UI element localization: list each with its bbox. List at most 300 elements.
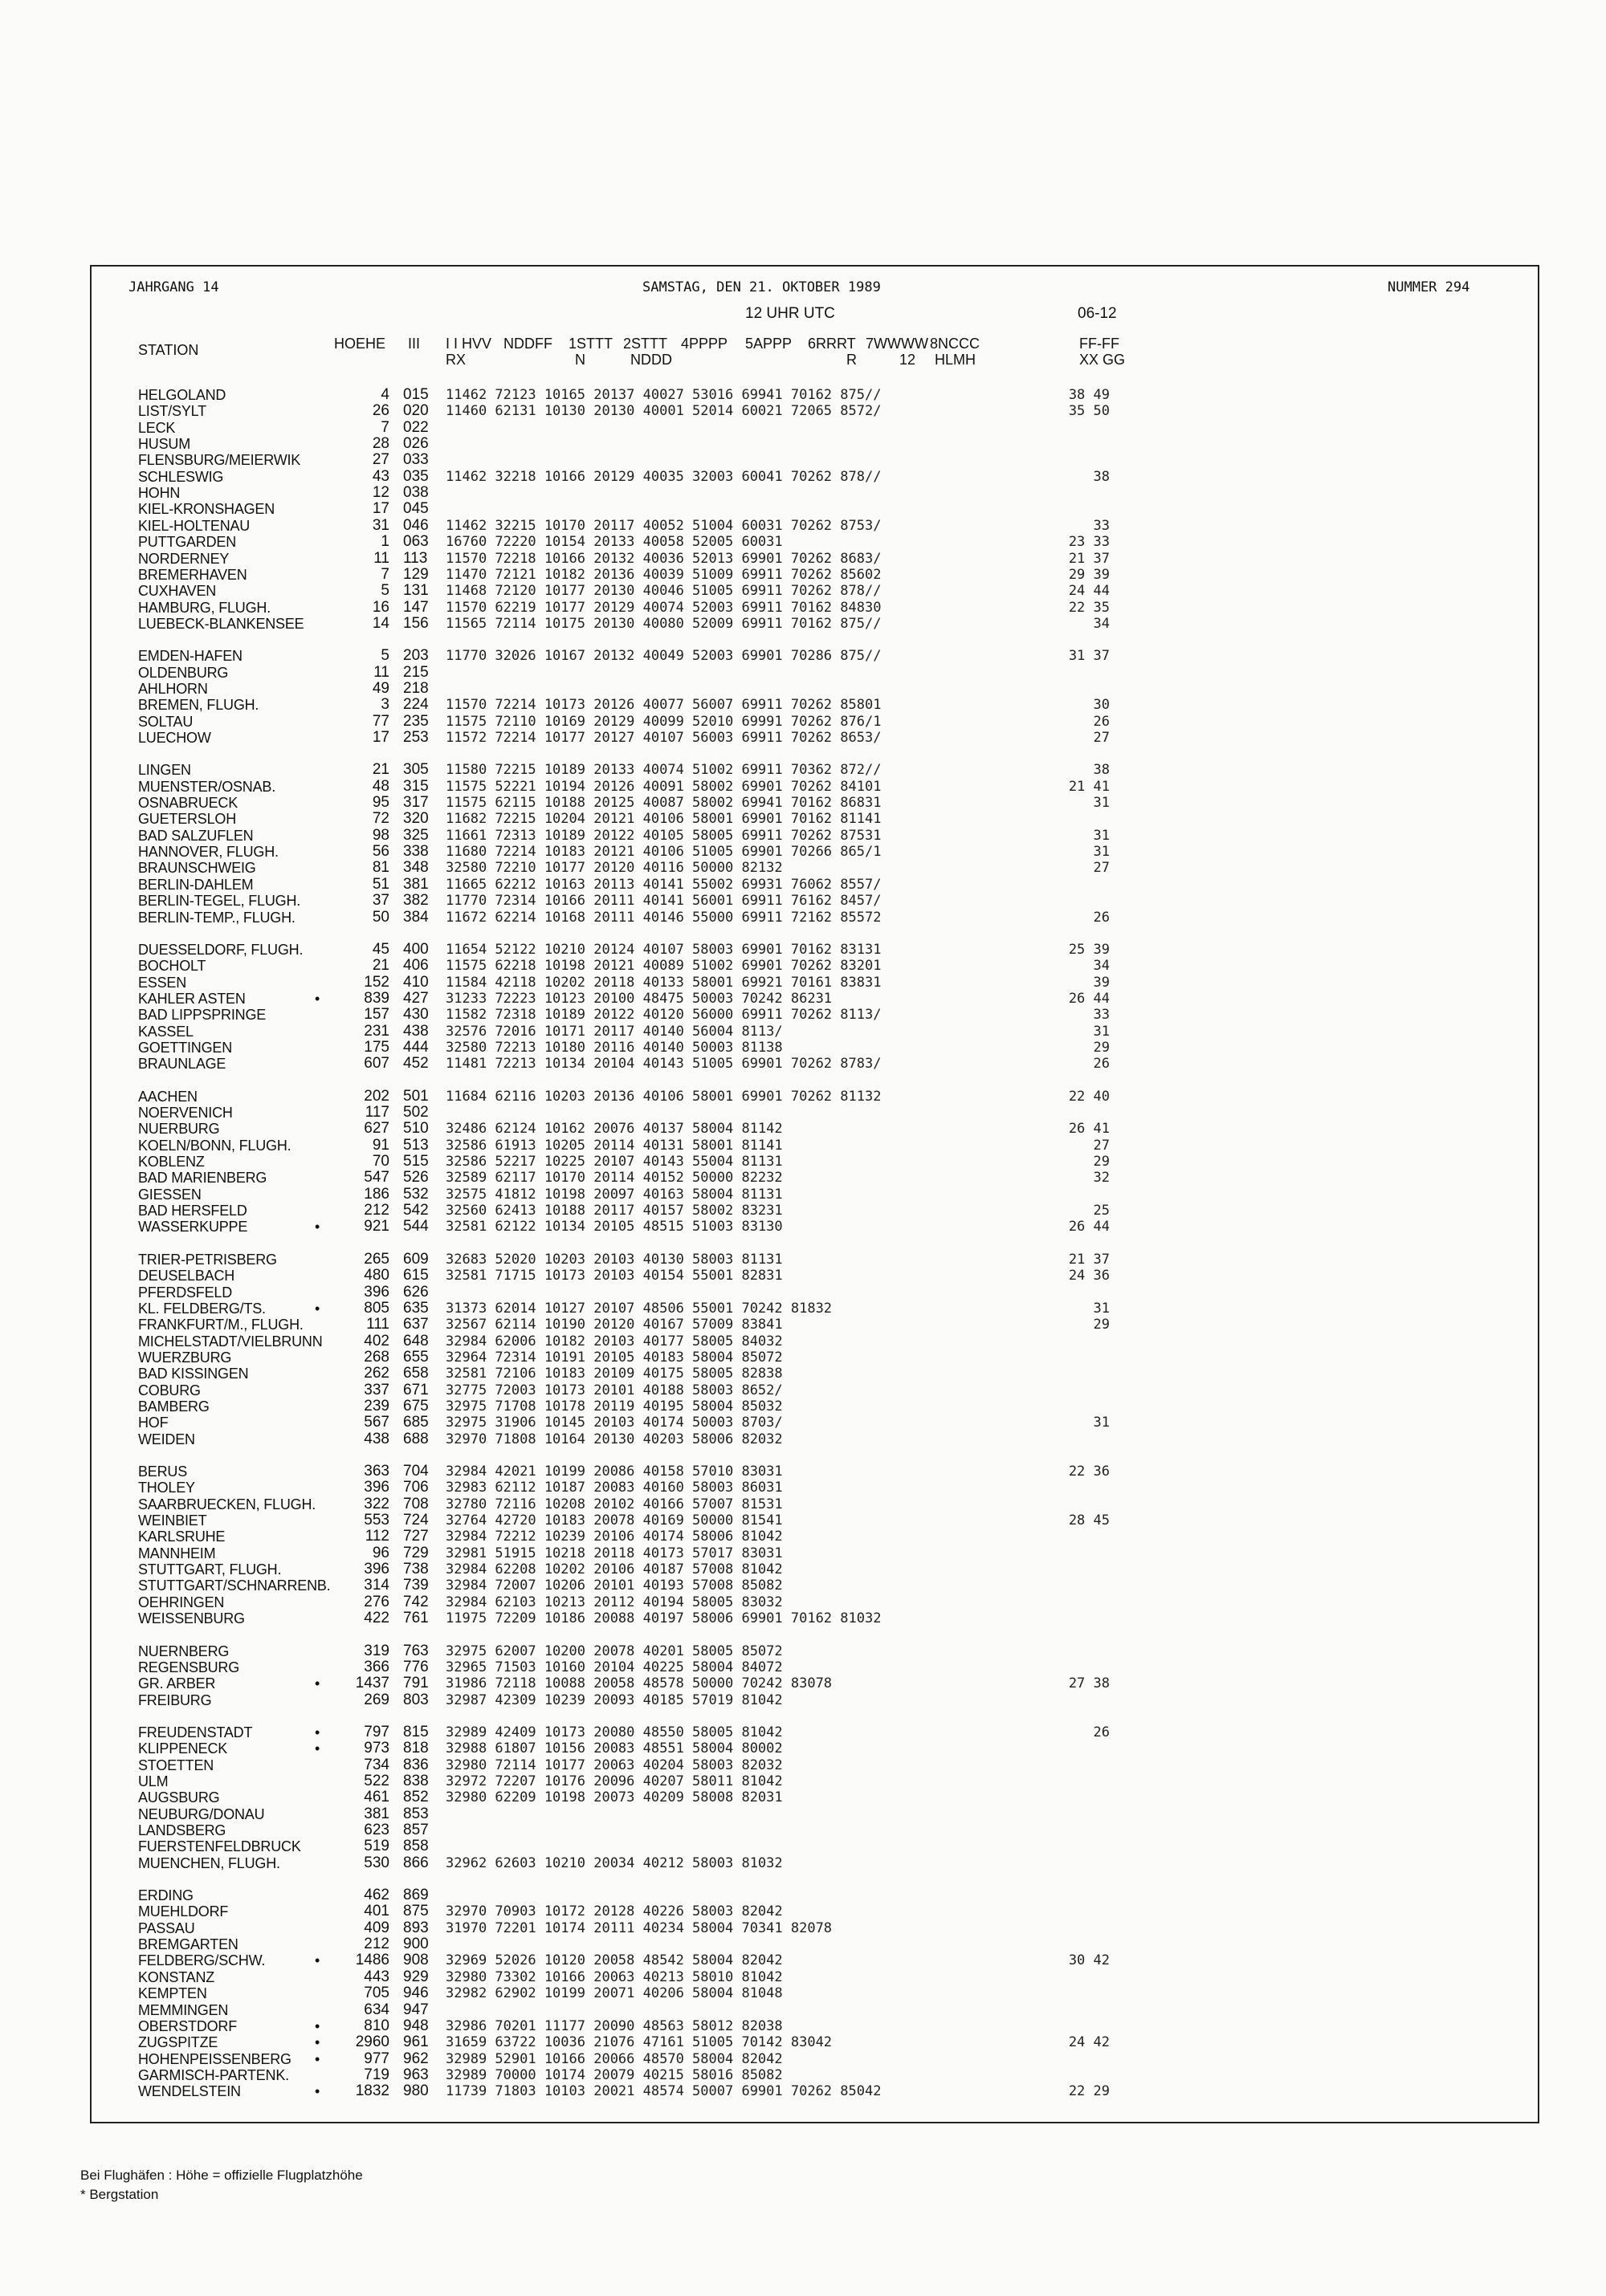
table-row	[0, 1545, 1606, 1561]
wind-gust-groups: 26 44	[1068, 1219, 1110, 1236]
station-id: 438	[403, 1022, 429, 1040]
wind-gust-groups: 21 41	[1068, 778, 1110, 795]
wind-gust-groups: 22 29	[1068, 2083, 1110, 2100]
observation-groups: 11672 62214 10168 20111 40146 55000 69911 72162 85572	[446, 909, 882, 926]
table-row	[0, 403, 1606, 419]
station-id: 818	[403, 1740, 429, 1757]
station-id: 858	[403, 1838, 429, 1855]
station-name: PFERDSFELD	[138, 1284, 233, 1301]
station-height: 31	[372, 516, 389, 534]
table-row	[0, 1936, 1606, 1952]
station-height: 1486	[355, 1952, 389, 1969]
station-height: 43	[372, 467, 389, 485]
station-name: FREUDENSTADT	[138, 1724, 253, 1740]
station-height: 409	[364, 1919, 389, 1936]
station-name: ULM	[138, 1773, 169, 1789]
table-row	[0, 910, 1606, 926]
table-row	[0, 1887, 1606, 1903]
table-row	[0, 1480, 1606, 1496]
table-row	[0, 1463, 1606, 1480]
table-row	[0, 1952, 1606, 1968]
station-height: 202	[364, 1087, 389, 1105]
table-row	[0, 1855, 1606, 1871]
table-row	[0, 1089, 1606, 1105]
station-height: 81	[372, 859, 389, 877]
station-id: 046	[403, 516, 429, 534]
station-name: GARMISCH-PARTENK.	[138, 2066, 289, 2083]
observation-groups: 32988 61807 10156 20083 48551 58004 80002	[446, 1740, 783, 1757]
station-id: 980	[403, 2082, 429, 2100]
station-height: 480	[364, 1267, 389, 1284]
station-height: 17	[372, 500, 389, 518]
table-row	[0, 714, 1606, 730]
station-name: FUERSTENFELDBRUCK	[138, 1838, 301, 1855]
wind-gust-groups: 27	[1093, 860, 1110, 877]
observation-groups: 32980 73302 10166 20063 40213 58010 81042	[446, 1968, 783, 1985]
station-height: 72	[372, 810, 389, 828]
station-id: 038	[403, 484, 429, 502]
table-row	[0, 1920, 1606, 1936]
station-id: 727	[403, 1528, 429, 1545]
observation-groups: 31986 72118 10088 20058 48578 50000 70242 83078	[446, 1675, 833, 1692]
station-height: 269	[364, 1691, 389, 1708]
station-name: BERLIN-TEMP., FLUGH.	[138, 909, 296, 926]
wind-gust-groups: 26	[1093, 1724, 1110, 1740]
wind-gust-groups: 29	[1093, 1039, 1110, 1056]
station-id: 946	[403, 1985, 429, 2002]
station-height: 157	[364, 1006, 389, 1024]
table-row	[0, 1105, 1606, 1121]
wind-gust-groups: 31	[1093, 1023, 1110, 1040]
observation-groups: 11572 72214 10177 20127 40107 56003 69911 70262 8653/	[446, 730, 882, 746]
station-name: OLDENBURG	[138, 664, 229, 681]
station-height: 522	[364, 1772, 389, 1789]
station-id: 026	[403, 435, 429, 453]
observation-groups: 32989 52901 10166 20066 48570 58004 82042	[446, 2050, 783, 2067]
station-height: 553	[364, 1512, 389, 1529]
table-row	[0, 1333, 1606, 1350]
table-row	[0, 1415, 1606, 1431]
station-id: 063	[403, 533, 429, 551]
station-height: 401	[364, 1903, 389, 1920]
station-name: ERDING	[138, 1887, 194, 1904]
station-name: BRAUNSCHWEIG	[138, 860, 256, 877]
station-name: LINGEN	[138, 762, 191, 779]
station-id: 671	[403, 1381, 429, 1398]
observation-groups: 11462 32218 10166 20129 40035 32003 60041 70262 878//	[446, 468, 882, 485]
station-id: 320	[403, 810, 429, 828]
table-row	[0, 991, 1606, 1007]
table-row	[0, 975, 1606, 991]
station-id: 542	[403, 1202, 429, 1219]
observation-groups: 11680 72214 10183 20121 40106 51005 69901 70266 865/1	[446, 844, 882, 861]
mountain-marker: •	[315, 2050, 320, 2067]
station-height: 27	[372, 451, 389, 469]
station-id: 325	[403, 826, 429, 844]
station-height: 28	[372, 435, 389, 453]
volume-label: JAHRGANG 14	[128, 279, 219, 295]
station-id: 739	[403, 1577, 429, 1594]
table-row	[0, 1659, 1606, 1675]
station-id: 113	[403, 549, 428, 567]
observation-groups: 32575 41812 10198 20097 40163 58004 81131	[446, 1186, 783, 1203]
observation-groups: 32981 51915 10218 20118 40173 57017 83031	[446, 1545, 783, 1561]
station-id: 515	[403, 1153, 429, 1170]
station-name: DUESSELDORF, FLUGH.	[138, 941, 304, 958]
station-id: 626	[403, 1283, 429, 1301]
station-height: 381	[364, 1805, 389, 1822]
observation-groups: 32589 62117 10170 20114 40152 50000 82232	[446, 1170, 783, 1187]
table-row	[0, 1724, 1606, 1740]
observation-groups: 32965 71503 10160 20104 40225 58004 84072	[446, 1659, 783, 1675]
station-id: 615	[403, 1267, 429, 1284]
station-height: 1832	[355, 2082, 389, 2100]
table-row	[0, 942, 1606, 958]
station-height: 77	[372, 712, 389, 730]
table-row	[0, 1577, 1606, 1594]
col-1sttt: 1STTT	[569, 336, 613, 352]
table-row	[0, 1024, 1606, 1040]
station-name: OBERSTDORF	[138, 2017, 238, 2034]
station-height: 438	[364, 1430, 389, 1447]
col-station: STATION	[138, 342, 199, 358]
table-row	[0, 1740, 1606, 1757]
station-height: 265	[364, 1250, 389, 1268]
observation-groups: 32964 72314 10191 20105 40183 58004 85072	[446, 1349, 783, 1366]
station-height: 14	[372, 614, 389, 632]
station-name: STOETTEN	[138, 1757, 214, 1773]
observation-groups: 32969 52026 10120 20058 48542 58004 82042	[446, 1952, 783, 1969]
observation-groups: 32989 42409 10173 20080 48550 58005 81042	[446, 1724, 783, 1740]
table-row	[0, 1822, 1606, 1838]
table-row	[0, 1350, 1606, 1366]
station-name: MEMMINGEN	[138, 2001, 229, 2018]
observation-groups: 11682 72215 10204 20121 40106 58001 69901 70162 81141	[446, 811, 882, 828]
table-row	[0, 1692, 1606, 1708]
station-id: 738	[403, 1561, 429, 1578]
col-hlmh: HLMH	[935, 352, 976, 368]
wind-gust-groups: 29 39	[1068, 566, 1110, 583]
station-height: 627	[364, 1120, 389, 1138]
wind-gust-groups: 22 35	[1068, 599, 1110, 616]
station-name: ESSEN	[138, 974, 187, 991]
station-name: WEISSENBURG	[138, 1610, 245, 1627]
station-name: KIEL-KRONSHAGEN	[138, 501, 275, 518]
station-height: 50	[372, 908, 389, 926]
station-height: 17	[372, 729, 389, 746]
table-row	[0, 2034, 1606, 2050]
table-row	[0, 844, 1606, 860]
station-id: 635	[403, 1299, 429, 1317]
station-height: 921	[364, 1218, 389, 1236]
table-row	[0, 1675, 1606, 1691]
station-height: 7	[381, 418, 389, 436]
station-height: 319	[364, 1642, 389, 1659]
observation-groups: 31373 62014 10127 20107 48506 55001 70242 81832	[446, 1300, 833, 1317]
station-id: 218	[403, 679, 429, 697]
table-row	[0, 420, 1606, 436]
station-height: 462	[364, 1887, 389, 1904]
table-row	[0, 452, 1606, 468]
mountain-marker: •	[315, 2083, 320, 2100]
col-nddd: NDDD	[630, 352, 672, 368]
col-ff-ff: FF-FF	[1079, 336, 1119, 352]
station-id: 224	[403, 696, 429, 714]
station-height: 396	[364, 1479, 389, 1496]
station-name: SOLTAU	[138, 713, 194, 730]
station-id: 045	[403, 500, 429, 518]
col-hoehe: HOEHE	[334, 336, 386, 352]
wind-gust-groups: 26	[1093, 713, 1110, 730]
wind-gust-groups: 31 37	[1068, 648, 1110, 665]
observation-groups: 11975 72209 10186 20088 40197 58006 69901 70162 81032	[446, 1610, 882, 1627]
station-name: WENDELSTEIN	[138, 2083, 241, 2100]
table-row	[0, 648, 1606, 664]
col-8nccc: 8NCCC	[930, 336, 980, 352]
table-row	[0, 1170, 1606, 1186]
station-name: DEUSELBACH	[138, 1268, 235, 1284]
station-id: 609	[403, 1250, 429, 1268]
table-row	[0, 860, 1606, 876]
station-name: NUERNBERG	[138, 1643, 230, 1659]
station-id: 427	[403, 989, 429, 1007]
wind-gust-groups: 26 44	[1068, 990, 1110, 1007]
wind-gust-groups: 30	[1093, 697, 1110, 714]
mountain-marker: •	[315, 2034, 320, 2051]
wind-gust-groups: 34	[1093, 615, 1110, 632]
observation-groups: 11481 72213 10134 20104 40143 51005 69901 70262 8783/	[446, 1056, 882, 1073]
station-id: 384	[403, 908, 429, 926]
observation-groups: 11565 72114 10175 20130 40080 52009 69911 70162 875//	[446, 615, 882, 632]
wind-gust-groups: 25 39	[1068, 941, 1110, 958]
station-id: 305	[403, 761, 429, 779]
wind-gust-groups: 30 42	[1068, 1952, 1110, 1969]
observation-groups: 32560 62413 10188 20117 40157 58002 83231	[446, 1203, 783, 1219]
station-height: 973	[364, 1740, 389, 1757]
station-height: 98	[372, 826, 389, 844]
station-id: 203	[403, 647, 429, 665]
wind-gust-groups: 39	[1093, 974, 1110, 991]
observation-groups: 11665 62212 10163 20113 40141 55002 69931 76062 8557/	[446, 876, 882, 893]
period-label: 06-12	[1078, 305, 1117, 322]
station-name: BAD LIPPSPRINGE	[138, 1007, 267, 1024]
station-name: LUEBECK-BLANKENSEE	[138, 615, 304, 632]
table-row	[0, 1806, 1606, 1822]
station-id: 791	[403, 1675, 429, 1692]
table-row	[0, 1301, 1606, 1317]
wind-gust-groups: 32	[1093, 1170, 1110, 1187]
station-id: 406	[403, 957, 429, 975]
station-name: GR. ARBER	[138, 1675, 216, 1692]
table-row	[0, 2018, 1606, 2034]
table-row	[0, 1154, 1606, 1170]
station-height: 1	[381, 533, 389, 551]
station-height: 11	[373, 663, 389, 681]
table-row	[0, 534, 1606, 550]
station-name: WUERZBURG	[138, 1349, 232, 1366]
station-height: 314	[364, 1577, 389, 1594]
wind-gust-groups: 38	[1093, 762, 1110, 779]
station-height: 705	[364, 1985, 389, 2002]
table-row	[0, 762, 1606, 778]
table-row	[0, 1838, 1606, 1854]
wind-gust-groups: 29	[1093, 1317, 1110, 1333]
table-row	[0, 1529, 1606, 1545]
table-row	[0, 811, 1606, 827]
table-row	[0, 1284, 1606, 1301]
table-row	[0, 2083, 1606, 2099]
station-name: LECK	[138, 419, 176, 436]
station-height: 186	[364, 1185, 389, 1203]
table-row	[0, 1317, 1606, 1333]
wind-gust-groups: 38 49	[1068, 387, 1110, 403]
observation-time: 12 UHR UTC	[745, 305, 835, 322]
station-name: AHLHORN	[138, 680, 208, 697]
col-6rrrt: 6RRRT	[808, 336, 856, 352]
station-name: FREIBURG	[138, 1691, 212, 1708]
wind-gust-groups: 26	[1093, 1056, 1110, 1073]
station-id: 430	[403, 1006, 429, 1024]
station-name: FLENSBURG/MEIERWIK	[138, 452, 301, 469]
station-id: 852	[403, 1789, 429, 1806]
station-height: 719	[364, 2066, 389, 2083]
observation-groups: 16760 72220 10154 20133 40058 52005 60031	[446, 534, 783, 551]
station-height: 396	[364, 1283, 389, 1301]
station-height: 4	[381, 386, 389, 403]
station-height: 805	[364, 1299, 389, 1317]
observation-groups: 32984 62208 10202 20106 40187 57008 81042	[446, 1561, 783, 1578]
station-id: 704	[403, 1463, 429, 1480]
issue-number: NUMMER 294	[1388, 279, 1470, 295]
wind-gust-groups: 35 50	[1068, 403, 1110, 420]
observation-groups: 32984 42021 10199 20086 40158 57010 83031	[446, 1463, 783, 1480]
wind-gust-groups: 33	[1093, 1007, 1110, 1024]
observation-groups: 11739 71803 10103 20021 48574 50007 69901 70262 85042	[446, 2083, 882, 2100]
wind-gust-groups: 27 38	[1068, 1675, 1110, 1692]
observation-groups: 11575 62115 10188 20125 40087 58002 69941 70162 86831	[446, 795, 882, 812]
table-row	[0, 1757, 1606, 1773]
table-row	[0, 1219, 1606, 1235]
station-name: WEINBIET	[138, 1512, 207, 1529]
col-iihvv: I I HVV	[446, 336, 492, 352]
station-height: 70	[372, 1153, 389, 1170]
mountain-marker: •	[315, 1740, 320, 1757]
station-id: 317	[403, 794, 429, 812]
observation-groups: 11580 72215 10189 20133 40074 51002 69911 70362 872//	[446, 762, 882, 779]
observation-groups: 32987 42309 10239 20093 40185 57019 81042	[446, 1691, 783, 1708]
station-id: 729	[403, 1544, 429, 1561]
station-name: CUXHAVEN	[138, 583, 217, 600]
station-id: 853	[403, 1805, 429, 1822]
observation-groups: 11575 62218 10198 20121 40089 51002 69901 70262 83201	[446, 958, 882, 975]
observation-groups: 32984 72007 10206 20101 40193 57008 85082	[446, 1577, 783, 1594]
observation-groups: 32972 72207 10176 20096 40207 58011 81042	[446, 1773, 783, 1789]
observation-groups: 32780 72116 10208 20102 40166 57007 81531	[446, 1496, 783, 1512]
observation-groups: 11654 52122 10210 20124 40107 58003 69901 70162 83131	[446, 941, 882, 958]
table-row	[0, 567, 1606, 583]
wind-gust-groups: 22 40	[1068, 1088, 1110, 1105]
station-id: 131	[403, 582, 429, 600]
observation-groups: 32984 72212 10239 20106 40174 58006 81042	[446, 1529, 783, 1545]
station-height: 1437	[355, 1675, 389, 1692]
station-name: FRANKFURT/M., FLUGH.	[138, 1317, 304, 1333]
station-height: 547	[364, 1169, 389, 1187]
table-row	[0, 1203, 1606, 1219]
station-height: 262	[364, 1365, 389, 1382]
station-id: 400	[403, 940, 429, 958]
wind-gust-groups: 22 36	[1068, 1463, 1110, 1480]
wind-gust-groups: 31	[1093, 827, 1110, 844]
station-height: 276	[364, 1593, 389, 1610]
station-height: 12	[372, 484, 389, 502]
station-height: 26	[372, 402, 389, 420]
wind-gust-groups: 31	[1093, 1415, 1110, 1431]
wind-gust-groups: 24 36	[1068, 1268, 1110, 1284]
observation-groups: 11470 72121 10182 20136 40039 51009 69911 70262 85602	[446, 566, 882, 583]
observation-groups: 32581 72106 10183 20109 40175 58005 82838	[446, 1366, 783, 1382]
station-id: 452	[403, 1055, 429, 1073]
mountain-marker: •	[315, 1300, 320, 1317]
col-rx: RX	[446, 352, 467, 368]
table-row	[0, 1366, 1606, 1382]
station-id: 929	[403, 1968, 429, 1985]
station-height: 21	[372, 761, 389, 779]
station-height: 111	[366, 1316, 389, 1333]
observation-groups: 32980 62209 10198 20073 40209 58008 82031	[446, 1789, 783, 1806]
station-height: 152	[364, 973, 389, 991]
station-name: STUTTGART, FLUGH.	[138, 1561, 282, 1578]
station-id: 688	[403, 1430, 429, 1447]
table-row	[0, 1610, 1606, 1626]
station-height: 2960	[355, 2033, 389, 2051]
station-name: BOCHOLT	[138, 958, 206, 975]
col-2sttt: 2STTT	[623, 336, 668, 352]
station-name: HOHENPEISSENBERG	[138, 2050, 291, 2067]
station-name: MUENCHEN, FLUGH.	[138, 1854, 280, 1871]
station-name: FELDBERG/SCHW.	[138, 1952, 266, 1969]
observation-groups: 32567 62114 10190 20120 40167 57009 83841	[446, 1317, 783, 1333]
station-name: GIESSEN	[138, 1186, 202, 1203]
table-row	[0, 1773, 1606, 1789]
station-name: NOERVENICH	[138, 1105, 233, 1121]
observation-groups: 11570 72218 10166 20132 40036 52013 69901 70262 8683/	[446, 550, 882, 567]
footnote-airports: Bei Flughäfen : Höhe = offizielle Flugplatzhöhe	[80, 2168, 363, 2183]
table-row	[0, 1512, 1606, 1529]
station-name: BERUS	[138, 1463, 188, 1480]
station-height: 337	[364, 1381, 389, 1398]
station-id: 315	[403, 777, 429, 795]
station-name: KAHLER ASTEN	[138, 990, 246, 1007]
station-id: 015	[403, 386, 429, 403]
table-row	[0, 2051, 1606, 2067]
observation-groups: 32581 62122 10134 20105 48515 51003 83130	[446, 1219, 783, 1236]
station-name: NUERBURG	[138, 1121, 220, 1138]
table-row	[0, 893, 1606, 909]
table-row	[0, 1138, 1606, 1154]
observation-groups: 32970 71808 10164 20130 40203 58006 82032	[446, 1431, 783, 1447]
station-name: OSNABRUECK	[138, 795, 238, 812]
observation-groups: 32962 62603 10210 20034 40212 58003 81032	[446, 1854, 783, 1871]
station-height: 45	[372, 940, 389, 958]
observation-groups: 11468 72120 10177 20130 40046 51005 69911 70262 878//	[446, 583, 882, 600]
station-id: 382	[403, 892, 429, 910]
station-id: 962	[403, 2050, 429, 2067]
station-name: GOETTINGEN	[138, 1039, 233, 1056]
station-id: 675	[403, 1397, 429, 1415]
station-id: 147	[403, 598, 429, 616]
station-id: 544	[403, 1218, 429, 1236]
table-row	[0, 583, 1606, 599]
